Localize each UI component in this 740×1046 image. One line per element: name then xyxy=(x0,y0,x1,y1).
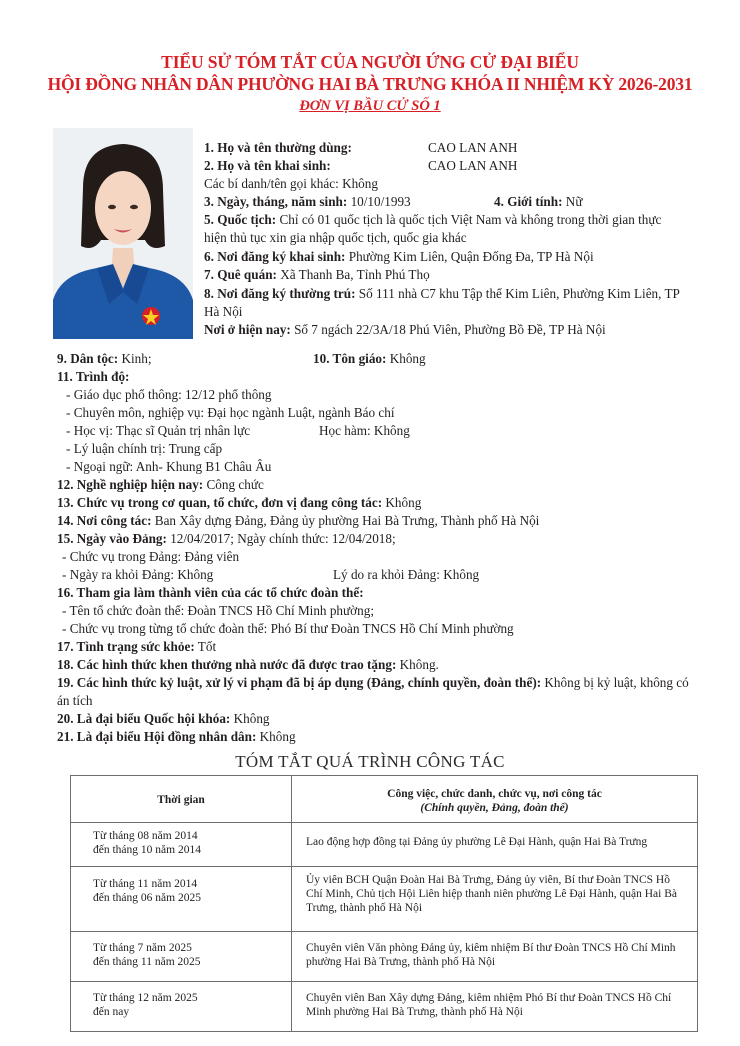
organization-name: - Tên tổ chức đoàn thể: Đoàn TNCS Hồ Chí Minh phường; xyxy=(62,603,374,618)
birth-name-value: CAO LAN ANH xyxy=(428,158,518,173)
field-label: 7. Quê quán: xyxy=(204,267,277,282)
field-value: Kinh; xyxy=(118,351,152,366)
field-label: 21. Là đại biểu Hội đồng nhân dân: xyxy=(57,729,257,744)
field-alias: Các bí danh/tên gọi khác: Không xyxy=(204,176,378,191)
field-common-name xyxy=(204,140,352,156)
time-from: Từ tháng 12 năm 2025 xyxy=(93,992,198,1004)
row-time xyxy=(71,823,292,867)
party-leave-reason: Lý do ra khỏi Đảng: Không xyxy=(333,567,480,582)
time-from: Từ tháng 7 năm 2025 xyxy=(93,942,192,954)
field-birth-registration xyxy=(204,249,594,265)
row-time xyxy=(71,982,292,1032)
field-organizations-heading: 16. Tham gia làm thành viên của các tổ chức đoàn thể: xyxy=(57,585,364,600)
education-general: - Giáo dục phổ thông: 12/12 phổ thông xyxy=(66,387,272,402)
document-title: TIỂU SỬ TÓM TẮT CỦA NGƯỜI ỨNG CỬ ĐẠI BIỂU xyxy=(161,52,579,72)
time-to: đến tháng 10 năm 2014 xyxy=(93,844,201,856)
field-gender xyxy=(494,194,582,210)
field-label: 15. Ngày vào Đảng: xyxy=(57,531,167,546)
field-value: Công chức xyxy=(203,477,264,492)
column-header-job-title: Công việc, chức danh, chức vụ, nơi công tác xyxy=(387,787,602,800)
field-national-assembly xyxy=(57,711,270,727)
time-to: đến tháng 06 năm 2025 xyxy=(93,892,201,904)
electoral-unit: ĐƠN VỊ BẦU CỬ SỐ 1 xyxy=(299,98,441,114)
party-role: - Chức vụ trong Đảng: Đảng viên xyxy=(62,549,240,564)
education-degree: - Học vị: Thạc sĩ Quản trị nhân lực xyxy=(66,423,251,438)
field-birth-date xyxy=(204,194,411,210)
organization-role: - Chức vụ trong từng tổ chức đoàn thể: Phó Bí thư Đoàn TNCS Hồ Chí Minh phường xyxy=(62,621,514,636)
field-label: 2. Họ và tên khai sinh: xyxy=(204,158,331,173)
row-description: Chuyên viên Ban Xây dựng Đảng, kiêm nhiệm Phó Bí thư Đoàn TNCS Hồ Chí Minh phường Hai Bà Trưng, thành phố Hà Nội xyxy=(292,982,698,1032)
party-leave-date: - Ngày ra khỏi Đảng: Không xyxy=(62,567,214,582)
time-from: Từ tháng 11 năm 2014 xyxy=(93,878,198,890)
field-label: 14. Nơi công tác: xyxy=(57,513,152,528)
field-value: Không xyxy=(256,729,296,744)
row-description: Ủy viên BCH Quận Đoàn Hai Bà Trưng, Đảng ủy viên, Bí thư Đoàn TNCS Hồ Chí Minh, Chủ tịch Hội Liên hiệp thanh niên phường Lê Đại Hành, quận Hai Bà Trưng, thành phố Hà Nội xyxy=(292,867,698,932)
field-value: Nữ xyxy=(562,194,583,209)
field-party-join-date xyxy=(57,531,396,547)
education-language: - Ngoại ngữ: Anh- Khung B1 Châu Âu xyxy=(66,459,272,474)
candidate-photo xyxy=(53,128,193,339)
work-history-table xyxy=(70,775,698,1032)
column-header-time: Thời gian xyxy=(71,776,292,823)
field-label: Nơi ở hiện nay: xyxy=(204,322,291,337)
table-row xyxy=(71,982,698,1032)
discipline-continued: án tích xyxy=(57,693,93,708)
time-to: đến tháng 11 năm 2025 xyxy=(93,956,201,968)
row-time xyxy=(71,867,292,932)
field-value: Số 111 nhà C7 khu Tập thể Kim Liên, Phường Kim Liên, TP xyxy=(355,286,680,301)
field-label: 13. Chức vụ trong cơ quan, tổ chức, đơn vị đang công tác: xyxy=(57,495,383,510)
column-header-job xyxy=(292,776,698,823)
field-value: Không. xyxy=(396,657,439,672)
nationality-continued: hiện thủ tục xin gia nhập quốc tịch, quốc gia khác xyxy=(204,230,467,245)
field-value: Không xyxy=(386,351,426,366)
time-to: đến nay xyxy=(93,1006,130,1018)
field-position xyxy=(57,495,421,511)
common-name-value: CAO LAN ANH xyxy=(428,140,518,155)
field-permanent-address xyxy=(204,286,680,302)
field-hometown xyxy=(204,267,430,283)
table-row xyxy=(71,932,698,982)
field-peoples-council xyxy=(57,729,296,745)
field-value: Ban Xây dựng Đảng, Đảng ủy phường Hai Bà Trưng, Thành phố Hà Nội xyxy=(151,513,540,528)
row-time xyxy=(71,932,292,982)
column-header-job-subtitle: (Chính quyền, Đảng, đoàn thể) xyxy=(420,801,569,814)
field-label: 6. Nơi đăng ký khai sinh: xyxy=(204,249,346,264)
field-current-residence xyxy=(204,322,606,338)
education-politics: - Lý luận chính trị: Trung cấp xyxy=(66,441,223,456)
field-value: Tốt xyxy=(194,639,217,654)
field-label: 18. Các hình thức khen thưởng nhà nước đã được trao tặng: xyxy=(57,657,397,672)
field-value: Xã Thanh Ba, Tỉnh Phú Thọ xyxy=(276,267,430,282)
table-row xyxy=(71,867,698,932)
field-workplace xyxy=(57,513,539,529)
field-birth-name xyxy=(204,158,331,174)
field-label: 17. Tình trạng sức khỏe: xyxy=(57,639,195,654)
field-value: Không xyxy=(230,711,270,726)
field-discipline xyxy=(57,675,689,691)
field-label: 19. Các hình thức kỷ luật, xử lý vi phạm đã bị áp dụng (Đảng, chính quyền, đoàn thể): xyxy=(57,675,542,690)
field-value: 12/04/2017; Ngày chính thức: 12/04/2018; xyxy=(166,531,396,546)
work-history-title: TÓM TẮT QUÁ TRÌNH CÔNG TÁC xyxy=(235,752,505,771)
field-nationality xyxy=(204,212,661,228)
field-education-heading: 11. Trình độ: xyxy=(57,369,130,384)
field-label: 5. Quốc tịch: xyxy=(204,212,277,227)
field-label: 4. Giới tính: xyxy=(494,194,563,209)
field-label: 8. Nơi đăng ký thường trú: xyxy=(204,286,356,301)
field-value: Phường Kim Liên, Quận Đống Đa, TP Hà Nội xyxy=(345,249,594,264)
field-occupation xyxy=(57,477,264,493)
field-ethnicity xyxy=(57,351,152,367)
table-header-row xyxy=(71,776,698,823)
field-label: 20. Là đại biểu Quốc hội khóa: xyxy=(57,711,231,726)
field-value: 10/10/1993 xyxy=(347,194,411,209)
document-subtitle: HỘI ĐỒNG NHÂN DÂN PHƯỜNG HAI BÀ TRƯNG KHÓA II NHIỆM KỲ 2026-2031 xyxy=(47,74,693,94)
field-value: Chỉ có 01 quốc tịch là quốc tịch Việt Nam và không trong thời gian thực xyxy=(276,212,662,227)
row-description: Lao động hợp đồng tại Đảng ủy phường Lê Đại Hành, quận Hai Bà Trưng xyxy=(292,823,698,867)
field-value: Không xyxy=(382,495,422,510)
field-label: 9. Dân tộc: xyxy=(57,351,119,366)
field-label: 12. Nghề nghiệp hiện nay: xyxy=(57,477,204,492)
field-religion xyxy=(313,351,426,367)
field-value: Không bị kỷ luật, không có xyxy=(541,675,689,690)
field-health xyxy=(57,639,216,655)
field-label: 1. Họ và tên thường dùng: xyxy=(204,140,352,155)
field-awards xyxy=(57,657,439,673)
time-from: Từ tháng 08 năm 2014 xyxy=(93,830,198,842)
field-label: 3. Ngày, tháng, năm sinh: xyxy=(204,194,348,209)
education-academic-title: Học hàm: Không xyxy=(319,423,410,438)
row-description: Chuyên viên Văn phòng Đảng ủy, kiêm nhiệm Bí thư Đoàn TNCS Hồ Chí Minh phường Hai Bà Trưng, thành phố Hà Nội xyxy=(292,932,698,982)
field-label: 10. Tôn giáo: xyxy=(313,351,387,366)
table-row xyxy=(71,823,698,867)
permanent-address-continued: Hà Nội xyxy=(204,304,243,319)
education-major: - Chuyên môn, nghiệp vụ: Đại học ngành Luật, ngành Báo chí xyxy=(66,405,395,420)
field-value: Số 7 ngách 22/3A/18 Phú Viên, Phường Bồ Đề, TP Hà Nội xyxy=(290,322,606,337)
